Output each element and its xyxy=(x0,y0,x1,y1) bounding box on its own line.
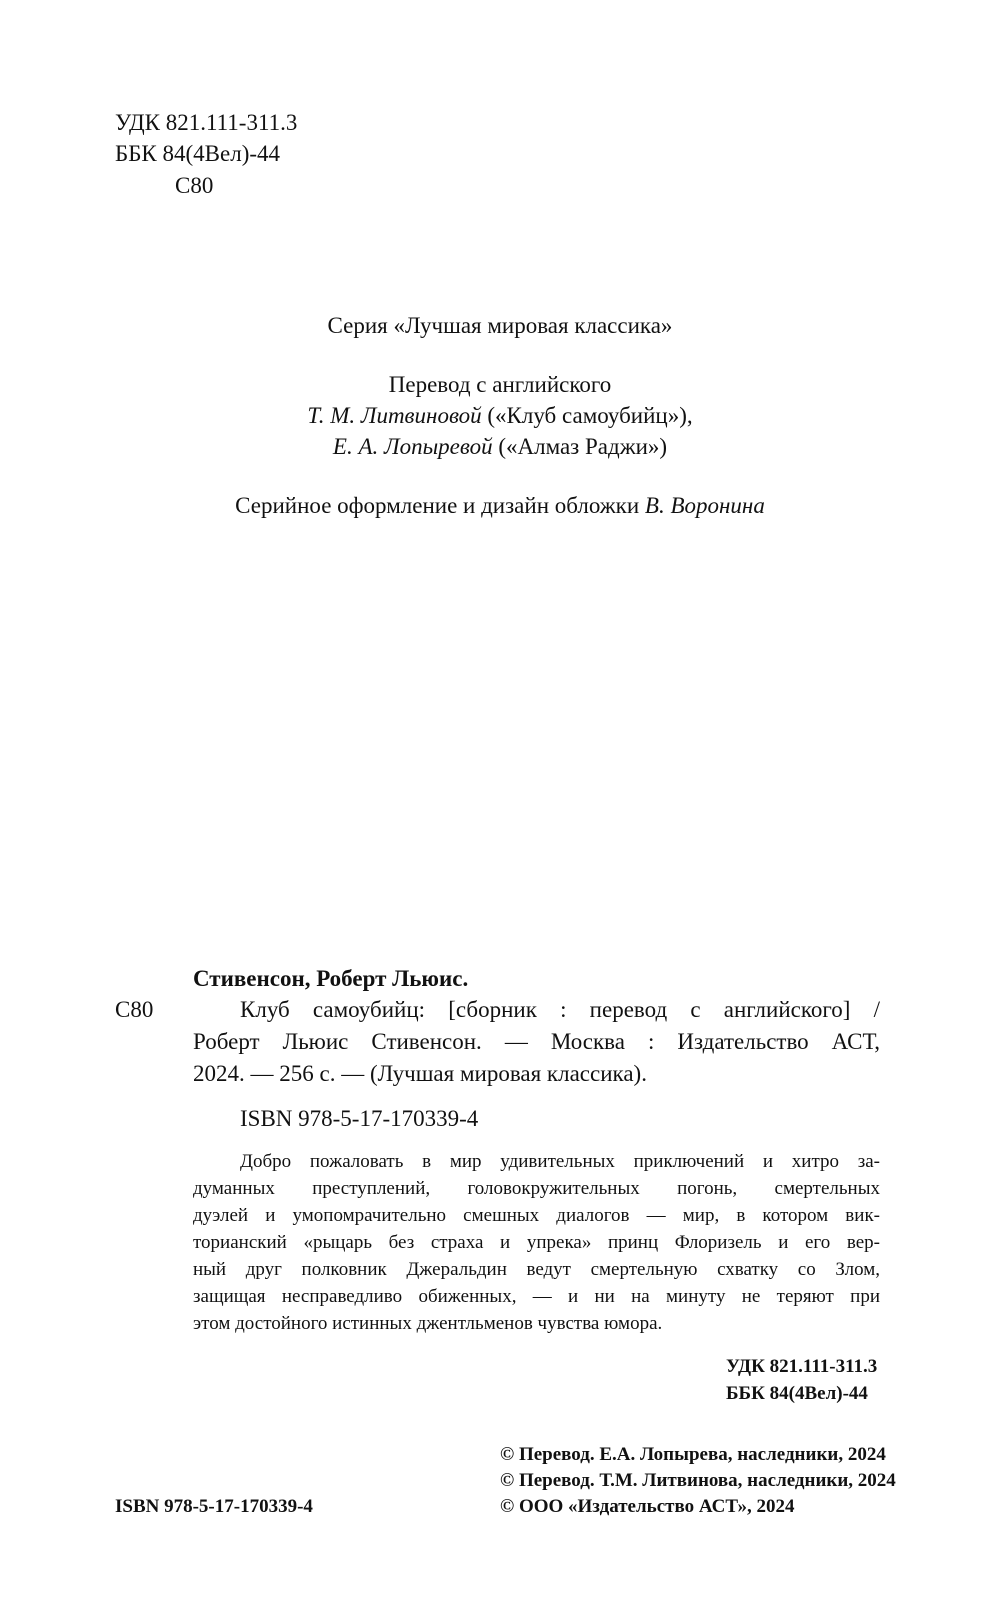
annotation-line-4: торианский «рыцарь без страха и упрека» принц Флоризель и его вер- xyxy=(193,1232,880,1253)
annotation-line-2: думанных преступлений, головокружительных погонь, смертельных xyxy=(193,1178,880,1199)
footer-bbk: ББК 84(4Вел)-44 xyxy=(726,1383,868,1404)
designer-name: В. Воронина xyxy=(644,493,765,518)
translator-line-1 xyxy=(0,402,1000,430)
footer-udk: УДК 821.111-311.3 xyxy=(726,1356,878,1377)
footer-isbn: ISBN 978-5-17-170339-4 xyxy=(115,1496,313,1517)
catalog-author-mark: С80 xyxy=(115,997,154,1022)
header-author-mark: С80 xyxy=(175,173,214,198)
series-line: Серия «Лучшая мировая классика» xyxy=(327,313,673,338)
catalog-description-line-3: 2024. — 256 с. — (Лучшая мировая классика). xyxy=(193,1061,647,1086)
copyright-line-2: © Перевод. Т.М. Литвинова, наследники, 2024 xyxy=(500,1470,896,1491)
catalog-author-heading: Стивенсон, Роберт Льюис. xyxy=(193,966,469,991)
design-text: Серийное оформление и дизайн обложки xyxy=(235,493,645,518)
copyright-line-1: © Перевод. Е.А. Лопырева, наследники, 2024 xyxy=(500,1444,886,1465)
catalog-isbn: ISBN 978-5-17-170339-4 xyxy=(240,1106,479,1131)
translator1-name: Т. М. Литвиновой xyxy=(307,403,482,428)
translator1-work: («Клуб самоубийц»), xyxy=(481,403,693,428)
translation-intro: Перевод с английского xyxy=(388,372,612,397)
annotation-line-5: ный друг полковник Джеральдин ведут смертельную схватку со Злом, xyxy=(193,1259,880,1280)
annotation-line-6: защищая несправедливо обиженных, — и ни на минуту не теряют при xyxy=(193,1286,880,1307)
translator2-work: («Алмаз Раджи») xyxy=(492,434,668,459)
annotation-line-3: дуэлей и умопомрачительно смешных диалогов — мир, в котором вик- xyxy=(193,1205,880,1226)
annotation-line-1: Добро пожаловать в мир удивительных приключений и хитро за- xyxy=(240,1151,880,1172)
header-bbk: ББК 84(4Вел)-44 xyxy=(115,141,281,166)
translator2-name: Е. А. Лопыревой xyxy=(332,434,493,459)
design-credit xyxy=(0,492,1000,520)
copyright-line-3: © ООО «Издательство АСТ», 2024 xyxy=(500,1496,795,1517)
annotation-line-7: этом достойного истинных джентльменов чувства юмора. xyxy=(193,1313,663,1334)
translator-line-2 xyxy=(0,433,1000,461)
catalog-description-line-2: Роберт Льюис Стивенсон. — Москва : Издательство АСТ, xyxy=(193,1029,880,1054)
header-udk: УДК 821.111-311.3 xyxy=(115,110,298,135)
catalog-description-line-1: Клуб самоубийц: [сборник : перевод с английского] / xyxy=(240,997,880,1022)
